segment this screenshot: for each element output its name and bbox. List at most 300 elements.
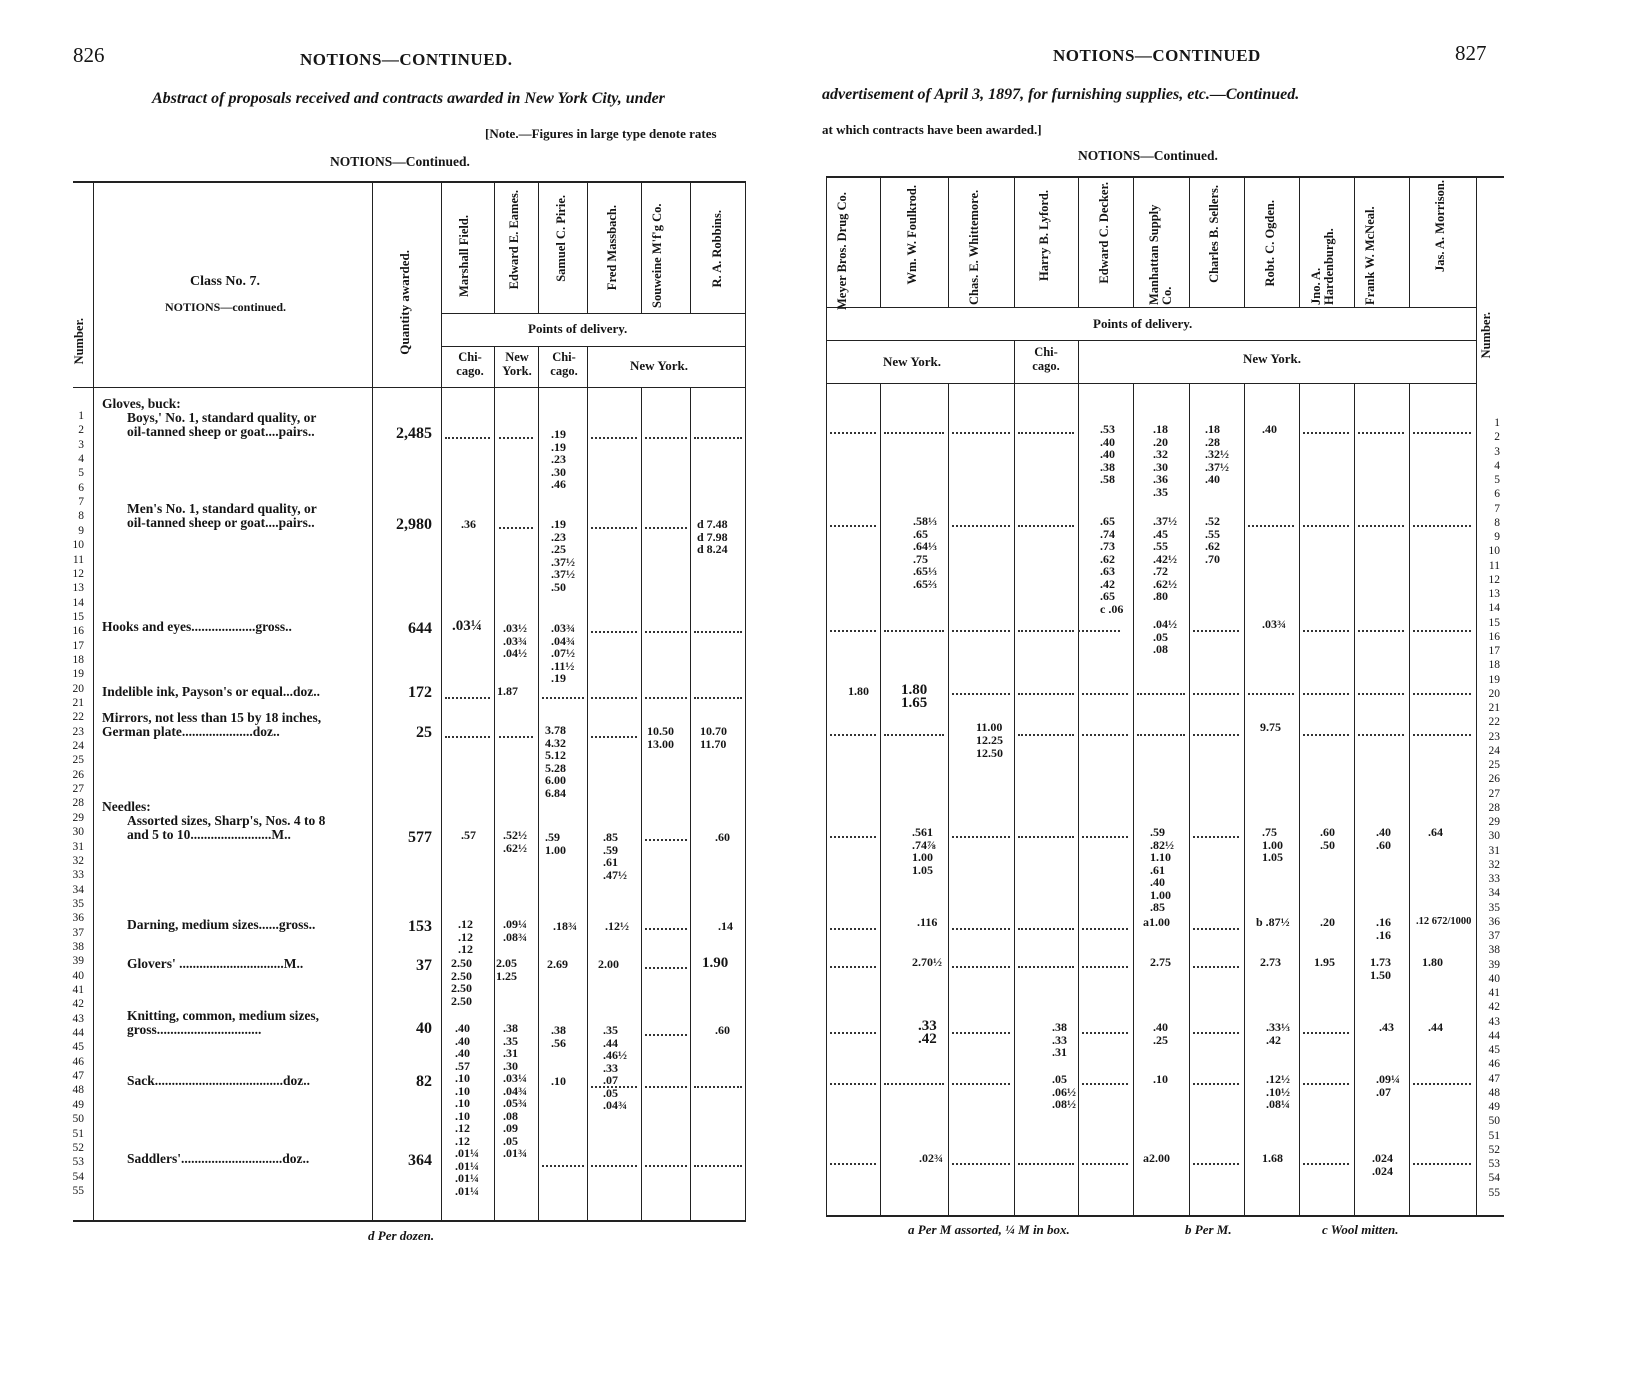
right-running-head: NOTIONS—CONTINUED — [1053, 46, 1261, 65]
dot-leader — [1303, 693, 1349, 695]
line-number: 47 — [72, 1070, 84, 1083]
bidder-morrison: Jas. A. Morrison. — [1433, 180, 1447, 273]
line-number: 27 — [72, 783, 84, 796]
right-abstract-line: advertisement of April 3, 1897, for furnishing supplies, etc.—Continued. — [822, 86, 1300, 103]
dot-leader — [1193, 1163, 1239, 1165]
dot-leader — [645, 437, 687, 439]
manhattan-cell: .40 .25 — [1153, 1020, 1168, 1047]
dot-leader — [645, 839, 687, 841]
dot-leader — [645, 1165, 687, 1167]
line-number: 41 — [1488, 987, 1500, 999]
dot-leader — [1248, 693, 1294, 695]
line-number: 20 — [72, 682, 84, 695]
sellers-cell: .18 .28 .32½ .37½ .40 — [1205, 422, 1229, 486]
dot-leader — [542, 697, 584, 699]
field-cell: .40 .40 .40 .57 .10 .10 .10 .10 .12 .12 .01¼ .01¼ .01¼ .01¼ — [455, 1021, 479, 1198]
dot-leader — [1193, 928, 1239, 930]
robbins-cell: 1.90 — [702, 955, 729, 971]
dot-leader — [591, 1165, 637, 1167]
class-subtitle: NOTIONS—continued. — [165, 300, 287, 314]
line-number: 48 — [1488, 1086, 1500, 1099]
dot-leader — [1082, 1163, 1128, 1165]
dot-leader — [694, 1165, 742, 1167]
qty-mirrors: 25 — [416, 724, 432, 741]
morrison-cell: .64 — [1428, 825, 1443, 839]
dot-leader — [645, 527, 687, 529]
dot-leader — [1082, 734, 1128, 736]
dot-leader — [1082, 928, 1128, 930]
item-darning: Darning, medium sizes......gross.. — [127, 917, 316, 932]
line-number: 48 — [72, 1084, 84, 1097]
line-number: 51 — [1488, 1129, 1500, 1142]
dot-leader — [591, 1086, 637, 1088]
dot-leader — [1358, 734, 1404, 736]
line-number: 35 — [1488, 901, 1500, 914]
dot-leader — [591, 736, 637, 738]
pirie-cell: 2.69 — [547, 957, 568, 971]
sellers-cell: .52 .55 .62 .70 — [1205, 514, 1220, 566]
dot-leader — [1303, 1083, 1349, 1085]
dot-leader — [1413, 525, 1471, 527]
dot-leader — [645, 928, 687, 930]
line-number: 24 — [72, 740, 84, 753]
left-delivery-chicago-2: Chi-cago. — [550, 350, 578, 378]
dot-leader — [1413, 734, 1471, 736]
line-number: 3 — [1494, 445, 1500, 458]
dot-leader — [1413, 693, 1471, 695]
line-number: 54 — [72, 1170, 84, 1183]
hardenburgh-cell: 1.95 — [1314, 955, 1335, 969]
line-number: 54 — [1488, 1172, 1500, 1185]
dot-leader — [645, 1086, 687, 1088]
qty-glovers: 37 — [416, 957, 432, 974]
item-knitting: Knitting, common, medium sizes, gross............................... — [127, 1008, 319, 1037]
dot-leader — [830, 525, 876, 527]
ogden-cell: b .87½ — [1256, 915, 1290, 929]
dot-leader — [1303, 1163, 1349, 1165]
line-number: 5 — [78, 467, 84, 480]
line-number: 37 — [72, 926, 84, 939]
line-number: 55 — [1488, 1186, 1500, 1199]
line-number: 38 — [72, 940, 84, 953]
bidder-hardenburgh: Jno. A. Hardenburgh. — [1309, 228, 1336, 305]
line-number: 35 — [72, 897, 84, 910]
left-points-of-delivery: Points of delivery. — [528, 321, 628, 336]
mcneal-cell: .16 .16 — [1376, 915, 1391, 942]
foulkrod-cell: .116 — [917, 915, 938, 929]
dot-leader — [1082, 836, 1128, 838]
line-number: 7 — [78, 496, 84, 509]
right-footnote-b: b Per M. — [1185, 1222, 1232, 1237]
dot-leader — [1018, 836, 1074, 838]
line-number: 16 — [72, 625, 84, 638]
line-number: 52 — [1488, 1143, 1500, 1156]
line-number: 12 — [72, 567, 84, 580]
line-number: 43 — [1488, 1015, 1500, 1028]
dot-leader — [1078, 630, 1120, 632]
dot-leader — [1193, 693, 1239, 695]
massbach-cell: .85 .59 .61 .47½ — [603, 830, 627, 882]
line-number: 16 — [1488, 630, 1500, 643]
dot-leader — [830, 1083, 876, 1085]
dot-leader — [1303, 1032, 1349, 1034]
dot-leader — [952, 1032, 1010, 1034]
line-number: 9 — [78, 524, 84, 537]
decker-cell: .53 .40 .40 .38 .58 — [1100, 422, 1115, 486]
right-delivery-newyork-1: New York. — [883, 354, 942, 369]
line-number: 8 — [78, 510, 84, 523]
item-needles: Needles: — [102, 799, 151, 814]
line-number: 10 — [72, 539, 84, 552]
line-number: 25 — [72, 754, 84, 767]
manhattan-cell: 2.75 — [1150, 955, 1171, 969]
line-number: 14 — [1488, 602, 1500, 615]
mcneal-cell: .40 .60 — [1376, 825, 1391, 852]
mcneal-cell: 1.73 1.50 — [1370, 955, 1391, 982]
dot-leader — [1248, 525, 1294, 527]
dot-leader — [1018, 432, 1074, 434]
left-note: [Note.—Figures in large type denote rates — [485, 126, 717, 141]
line-number: 40 — [1488, 972, 1500, 985]
dot-leader — [1413, 1083, 1471, 1085]
dot-leader — [1018, 966, 1074, 968]
pirie-cell: .10 — [551, 1074, 566, 1088]
dot-leader — [591, 527, 637, 529]
line-number: 46 — [1488, 1058, 1500, 1071]
eames-cell: .09¼ .08¾ — [503, 917, 527, 944]
line-number: 13 — [72, 582, 84, 595]
line-number: 32 — [72, 854, 84, 867]
bidder-meyer-bros: Meyer Bros. Drug Co. — [835, 192, 849, 310]
dot-leader — [1137, 734, 1185, 736]
line-number: 50 — [72, 1113, 84, 1126]
eames-cell: 2.05 1.25 — [496, 956, 517, 983]
ogden-cell: .33⅓ .42 — [1266, 1020, 1290, 1047]
line-number: 25 — [1488, 759, 1500, 771]
bidder-whittemore: Chas. E. Whittemore. — [967, 189, 981, 305]
dot-leader — [1358, 432, 1404, 434]
line-number: 1 — [78, 410, 84, 422]
item-assorted-needles: Assorted sizes, Sharp's, Nos. 4 to 8 and 5 to 10........................M.. — [127, 813, 326, 842]
dot-leader — [1018, 928, 1074, 930]
dot-leader — [1193, 1032, 1239, 1034]
dot-leader — [694, 631, 742, 633]
dot-leader — [445, 697, 490, 699]
bidder-robbins: R. A. Robbins. — [710, 210, 724, 288]
line-number: 29 — [1488, 816, 1500, 828]
line-number: 27 — [1488, 787, 1500, 800]
dot-leader — [1018, 630, 1074, 632]
dot-leader — [830, 836, 876, 838]
dot-leader — [1358, 525, 1404, 527]
line-number: 23 — [1488, 730, 1500, 743]
dot-leader — [1303, 432, 1349, 434]
meyer-cell: 1.80 — [848, 684, 869, 698]
dot-leader — [830, 928, 876, 930]
line-number: 4 — [1494, 459, 1500, 472]
line-number: 24 — [1488, 744, 1500, 757]
line-number: 37 — [1488, 930, 1500, 942]
dot-leader — [591, 437, 637, 439]
qty-indelible-ink: 172 — [408, 684, 432, 701]
dot-leader — [1082, 693, 1128, 695]
line-number: 36 — [1488, 915, 1500, 928]
line-number: 55 — [72, 1184, 84, 1197]
right-page-number: 827 — [1455, 41, 1487, 65]
line-number: 38 — [1488, 944, 1500, 957]
line-number: 44 — [1488, 1029, 1500, 1042]
dot-leader — [884, 734, 944, 736]
dot-leader — [645, 967, 687, 969]
line-number: 23 — [72, 725, 84, 738]
dot-leader — [952, 1163, 1010, 1165]
line-number: 31 — [1488, 844, 1500, 857]
ogden-cell: .75 1.00 1.05 — [1262, 825, 1283, 864]
dot-leader — [1358, 693, 1404, 695]
field-cell: .03¼ — [452, 618, 482, 634]
dot-leader — [645, 631, 687, 633]
field-cell: .36 — [461, 517, 476, 531]
item-saddlers: Saddlers'..............................doz.. — [127, 1151, 310, 1166]
manhattan-cell: .18 .20 .32 .30 .36 .35 — [1153, 422, 1168, 499]
right-delivery-chicago: Chi-cago. — [1032, 345, 1060, 373]
line-number: 43 — [72, 1012, 84, 1025]
line-number: 12 — [1488, 573, 1500, 586]
ogden-cell: 2.73 — [1260, 955, 1281, 969]
dot-leader — [499, 437, 533, 439]
line-number: 36 — [72, 912, 84, 925]
robbins-cell: d 7.48 d 7.98 d 8.24 — [697, 517, 728, 556]
line-number: 40 — [72, 969, 84, 982]
line-number: 13 — [1488, 588, 1500, 600]
foulkrod-cell: .02¾ — [919, 1151, 943, 1165]
line-number: 45 — [1488, 1044, 1500, 1056]
line-number: 22 — [72, 711, 84, 724]
dot-leader — [952, 966, 1010, 968]
dot-leader — [1193, 966, 1239, 968]
pirie-cell: .59 1.00 — [545, 830, 566, 857]
bidder-decker: Edward C. Decker. — [1097, 182, 1111, 284]
dot-leader — [1413, 432, 1471, 434]
morrison-cell: 1.80 — [1422, 955, 1443, 969]
line-number: 6 — [78, 481, 84, 494]
dot-leader — [445, 736, 490, 738]
dot-leader — [1193, 836, 1239, 838]
dot-leader — [884, 1083, 944, 1085]
line-number: 49 — [72, 1098, 84, 1111]
qty-knitting: 40 — [416, 1020, 432, 1037]
line-number: 39 — [1488, 958, 1500, 971]
line-number: 3 — [78, 438, 84, 451]
line-number: 34 — [72, 883, 84, 896]
qty-hooks-eyes: 644 — [408, 620, 432, 637]
item-hooks-eyes: Hooks and eyes...................gross.. — [102, 619, 292, 634]
hardenburgh-cell: .60 .50 — [1320, 825, 1335, 852]
dot-leader — [952, 432, 1010, 434]
line-number: 52 — [72, 1141, 84, 1154]
line-number: 53 — [72, 1156, 84, 1169]
mcneal-cell: .024 .024 — [1372, 1151, 1393, 1178]
qty-boys-gloves: 2,485 — [396, 425, 432, 442]
pirie-cell: .18¾ — [553, 919, 577, 933]
dot-leader — [1082, 966, 1128, 968]
line-number: 22 — [1488, 716, 1500, 729]
eames-cell: .52½ .62½ — [503, 828, 527, 855]
line-number: 31 — [72, 840, 84, 853]
ogden-cell: .12½ .10½ .08¼ — [1266, 1072, 1290, 1111]
field-cell: .57 — [461, 828, 476, 842]
bidder-mcneal: Frank W. McNeal. — [1363, 206, 1377, 305]
dot-leader — [542, 1165, 584, 1167]
manhattan-cell: .37½ .45 .55 .42½ .72 .62½ .80 — [1153, 514, 1177, 603]
manhattan-cell: a1.00 — [1143, 915, 1170, 929]
line-number: 19 — [72, 668, 84, 681]
qty-mens-gloves: 2,980 — [396, 516, 432, 533]
line-number: 10 — [1488, 545, 1500, 558]
line-number: 26 — [1488, 773, 1500, 786]
line-number: 28 — [1488, 801, 1500, 814]
robbins-cell: 10.70 11.70 — [700, 724, 727, 751]
left-delivery-newyork-2: New York. — [630, 358, 689, 373]
dot-leader — [952, 928, 1010, 930]
item-gloves-buck: Gloves, buck: — [102, 396, 181, 411]
qty-saddlers: 364 — [408, 1152, 432, 1169]
pirie-cell: .19 .19 .23 .30 .46 — [551, 427, 566, 491]
right-number-header: Number. — [1479, 312, 1493, 359]
line-number: 4 — [78, 453, 84, 466]
line-number: 18 — [72, 653, 84, 666]
dot-leader — [830, 1032, 876, 1034]
dot-leader — [445, 437, 490, 439]
hardenburgh-cell: .20 — [1320, 915, 1335, 929]
line-number: 15 — [1488, 616, 1500, 629]
pirie-cell: .03¾ .04¾ .07½ .11½ .19 — [551, 621, 575, 685]
line-number: 21 — [72, 697, 84, 709]
line-number: 51 — [72, 1127, 84, 1140]
ogden-cell: .40 — [1262, 422, 1277, 436]
right-note: at which contracts have been awarded.] — [822, 122, 1042, 137]
line-number: 30 — [72, 826, 84, 839]
right-section-title: NOTIONS—Continued. — [1078, 148, 1218, 163]
left-abstract-line: Abstract of proposals received and contracts awarded in New York City, under — [152, 90, 665, 107]
line-number: 50 — [1488, 1115, 1500, 1128]
ogden-cell: 1.68 — [1262, 1151, 1283, 1165]
dot-leader — [499, 736, 533, 738]
right-footnote-a: a Per M assorted, ¼ M in box. — [908, 1222, 1070, 1237]
line-number: 14 — [72, 596, 84, 609]
line-number: 33 — [1488, 873, 1500, 885]
bidder-lyford: Harry B. Lyford. — [1037, 190, 1051, 281]
line-number: 41 — [72, 984, 84, 996]
pirie-cell: 3.78 4.32 5.12 5.28 6.00 6.84 — [545, 723, 566, 800]
left-section-title: NOTIONS—Continued. — [330, 154, 470, 169]
dot-leader — [1303, 734, 1349, 736]
line-number: 2 — [78, 424, 84, 437]
robbins-cell: .60 — [715, 1023, 730, 1037]
item-indelible-ink: Indelible ink, Payson's or equal...doz.. — [102, 684, 321, 699]
dot-leader — [694, 1086, 742, 1088]
foulkrod-cell: .58⅓ .65 .64⅓ .75 .65⅓ .65⅔ — [913, 514, 937, 591]
dot-leader — [1018, 1163, 1074, 1165]
whittemore-cell: 11.00 12.25 12.50 — [976, 720, 1003, 760]
dot-leader — [952, 1083, 1010, 1085]
dot-leader — [1082, 1083, 1128, 1085]
foulkrod-cell: 2.70½ — [912, 955, 942, 969]
field-cell: .12 .12 .12 — [458, 917, 473, 956]
robbins-cell: .60 — [715, 830, 730, 844]
massbach-cell: .35 .44 .46½ .33 .07 .05 .04¾ — [603, 1023, 627, 1112]
right-footnote-c: c Wool mitten. — [1322, 1222, 1399, 1237]
massbach-cell: 2.00 — [598, 957, 619, 971]
bidder-foulkrod: Wm. W. Foulkrod. — [905, 185, 919, 285]
massbach-cell: .12½ — [605, 919, 629, 933]
line-number: 44 — [72, 1027, 84, 1040]
line-number: 11 — [72, 553, 84, 566]
manhattan-cell: a2.00 — [1143, 1151, 1170, 1165]
dot-leader — [694, 437, 742, 439]
foulkrod-cell: 1.80 1.65 — [901, 682, 928, 711]
morrison-cell: .12 672/1000 — [1416, 916, 1472, 927]
dot-leader — [830, 966, 876, 968]
dot-leader — [884, 630, 944, 632]
dot-leader — [830, 1163, 876, 1165]
morrison-cell: .44 — [1428, 1020, 1443, 1034]
dot-leader — [952, 836, 1010, 838]
dot-leader — [1018, 693, 1074, 695]
item-boys-gloves: Boys,' No. 1, standard quality, or oil-tanned sheep or goat....pairs.. — [127, 410, 317, 439]
decker-cell: .65 .74 .73 .62 .63 .42 .65 c .06 — [1100, 514, 1124, 616]
dot-leader — [1082, 1032, 1128, 1034]
line-number: 42 — [1488, 1001, 1500, 1014]
dot-leader — [1413, 1163, 1471, 1165]
dot-leader — [499, 527, 533, 529]
bidder-fred-massbach: Fred Massbach. — [605, 205, 619, 291]
line-number: 6 — [1494, 488, 1500, 501]
qty-header: Quantity awarded. — [397, 250, 412, 355]
dot-leader — [1358, 630, 1404, 632]
ogden-cell: .03¾ — [1262, 617, 1286, 631]
manhattan-cell: .04½ .05 .08 — [1153, 617, 1177, 656]
line-number: 47 — [1488, 1072, 1500, 1085]
dot-leader — [645, 1034, 687, 1036]
dot-leader — [694, 697, 742, 699]
dot-leader — [952, 525, 1010, 527]
eames-cell: .38 .35 .31 .30 .03¼ .04¾ .05¾ .08 .09 .05 .01¾ — [503, 1021, 527, 1160]
line-number: 30 — [1488, 830, 1500, 843]
dot-leader — [1193, 1083, 1239, 1085]
right-delivery-newyork-2: New York. — [1243, 351, 1302, 366]
dot-leader — [884, 432, 944, 434]
line-number: 11 — [1488, 559, 1500, 572]
pirie-cell: .19 .23 .25 .37½ .37½ .50 — [551, 517, 575, 594]
lyford-cell: .38 .33 .31 — [1052, 1020, 1067, 1059]
mcneal-cell: .09¼ .07 — [1376, 1072, 1400, 1099]
line-number: 2 — [1494, 431, 1500, 444]
line-number: 9 — [1494, 531, 1500, 543]
qty-darning: 153 — [408, 918, 432, 935]
dot-leader — [830, 630, 876, 632]
line-number: 17 — [72, 639, 84, 652]
dot-leader — [1137, 693, 1185, 695]
left-footnote: d Per dozen. — [368, 1228, 435, 1243]
line-number: 8 — [1494, 516, 1500, 529]
left-delivery-newyork-1: New York. — [502, 350, 532, 378]
bidder-samuel-pirie: Samuel C. Pirie. — [554, 195, 568, 282]
dot-leader — [1303, 525, 1349, 527]
dot-leader — [830, 432, 876, 434]
souweine-cell: 10.50 13.00 — [647, 724, 674, 751]
line-number: 34 — [1488, 887, 1500, 900]
